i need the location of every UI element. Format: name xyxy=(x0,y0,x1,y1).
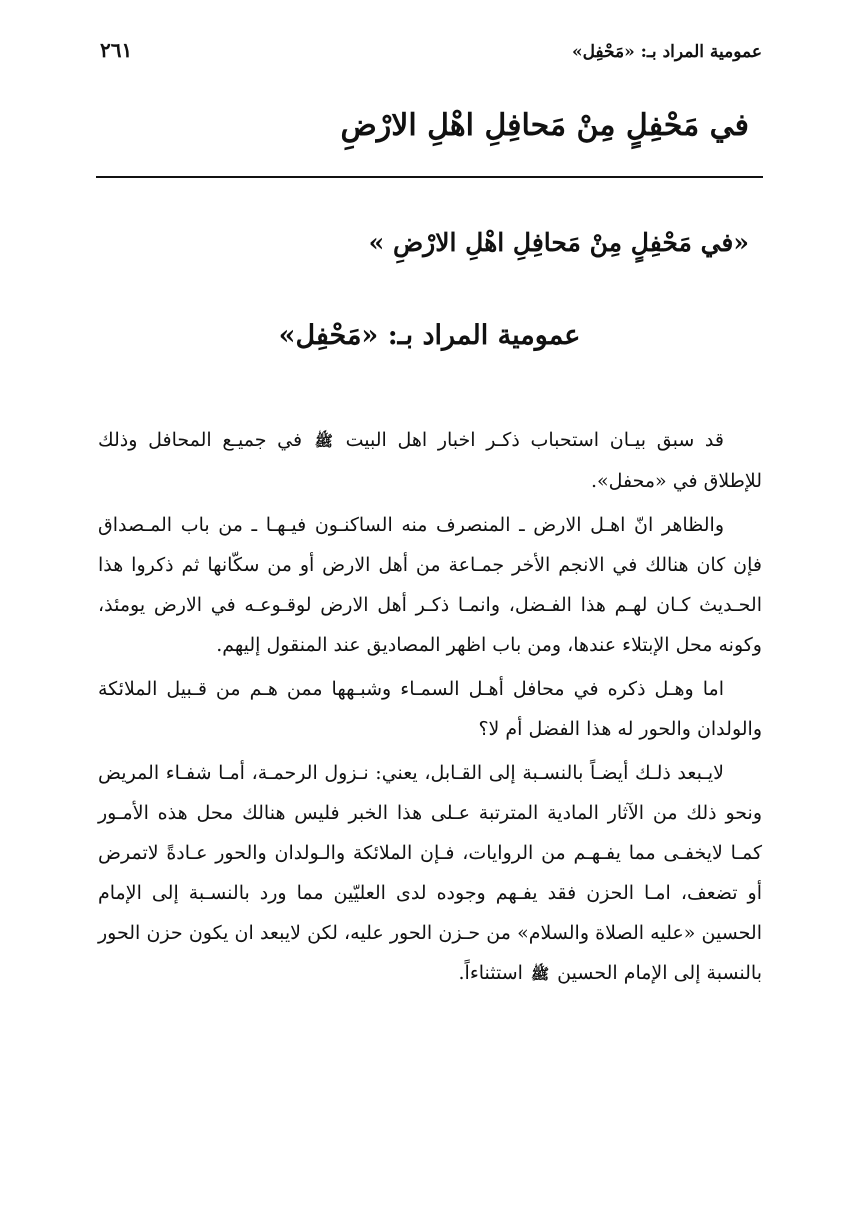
paragraph-4 xyxy=(98,753,762,994)
chapter-title: في مَحْفِلٍ مِنْ مَحافِلِ اهْلِ الارْضِ xyxy=(340,108,749,143)
running-header xyxy=(100,38,762,68)
paragraph-2: والظاهر انّ اهـل الارض ـ المنصرف منه الساكنـون فيـهـا ـ من باب المـصداق فإن كان هنالك في الانجم الأخر جمـاعة من أهل الارض أو من سكّانها ثم ذكروا هذا الحـديث كـان لهـم هذا الفـضل، وانمـا ذكـر أهل الارض لوقـوعـه في الارض يومئذ، وكونه محل الإبتلاء عندها، ومن باب اظهر المصاديق عند المنقول إليهم. xyxy=(98,514,762,656)
subsection-title: عمومية المراد بـ: «مَحْفِل» xyxy=(278,320,581,351)
paragraph-4-part-2: استثناءاً. xyxy=(458,962,523,984)
header-divider xyxy=(96,176,763,178)
paragraph-1-part-1: قد سبق بيـان استحباب ذكـر اخبار اهل البيت xyxy=(345,429,724,451)
page-number: ٢٦١ xyxy=(100,38,133,62)
body-text xyxy=(98,420,762,998)
paragraph-4-part-1: لايـبعد ذلـك أيضـاً بالنسـبة إلى القـابل، يعني: نـزول الرحمـة، أمـا شفـاء المريض ونحو ذلك من الآثار المادية المترتبة عـلى هذا الخبر فليس هنالك محل هذه الأمـور كمـا لايخفـى مما يفـهـم من الروايات، فـإن الملائكة والـولدان والحور عـادةً لاتمرض أو تضعف، امـا الحزن فقد يفـهم وجوده لدى العليّين مما ورد بالنسـبة إلى الإمام الحسين «عليه الصلاة والسلام» من حـزن الحور عليه، لكن لايبعد ان يكون حزن الحور بالنسبة إلى الإمام الحسين xyxy=(98,762,762,984)
honorific-icon: ﷺ xyxy=(531,965,550,983)
paragraph-3: اما وهـل ذكره في محافل أهـل السمـاء وشبـهها ممن هـم من قـبيل الملائكة والولدان والحور له هذا الفضل أم لا؟ xyxy=(98,678,762,740)
running-title: عمومية المراد بـ: «مَحْفِل» xyxy=(571,42,762,62)
section-title: «في مَحْفِلٍ مِنْ مَحافِلِ اهْلِ الارْضِ » xyxy=(368,228,749,257)
paragraph-1-part-2: في جميـع المحافل وذلك للإطلاق في «محفل». xyxy=(98,429,762,492)
paragraph-1 xyxy=(98,420,762,501)
honorific-icon: ﷺ xyxy=(314,432,333,450)
